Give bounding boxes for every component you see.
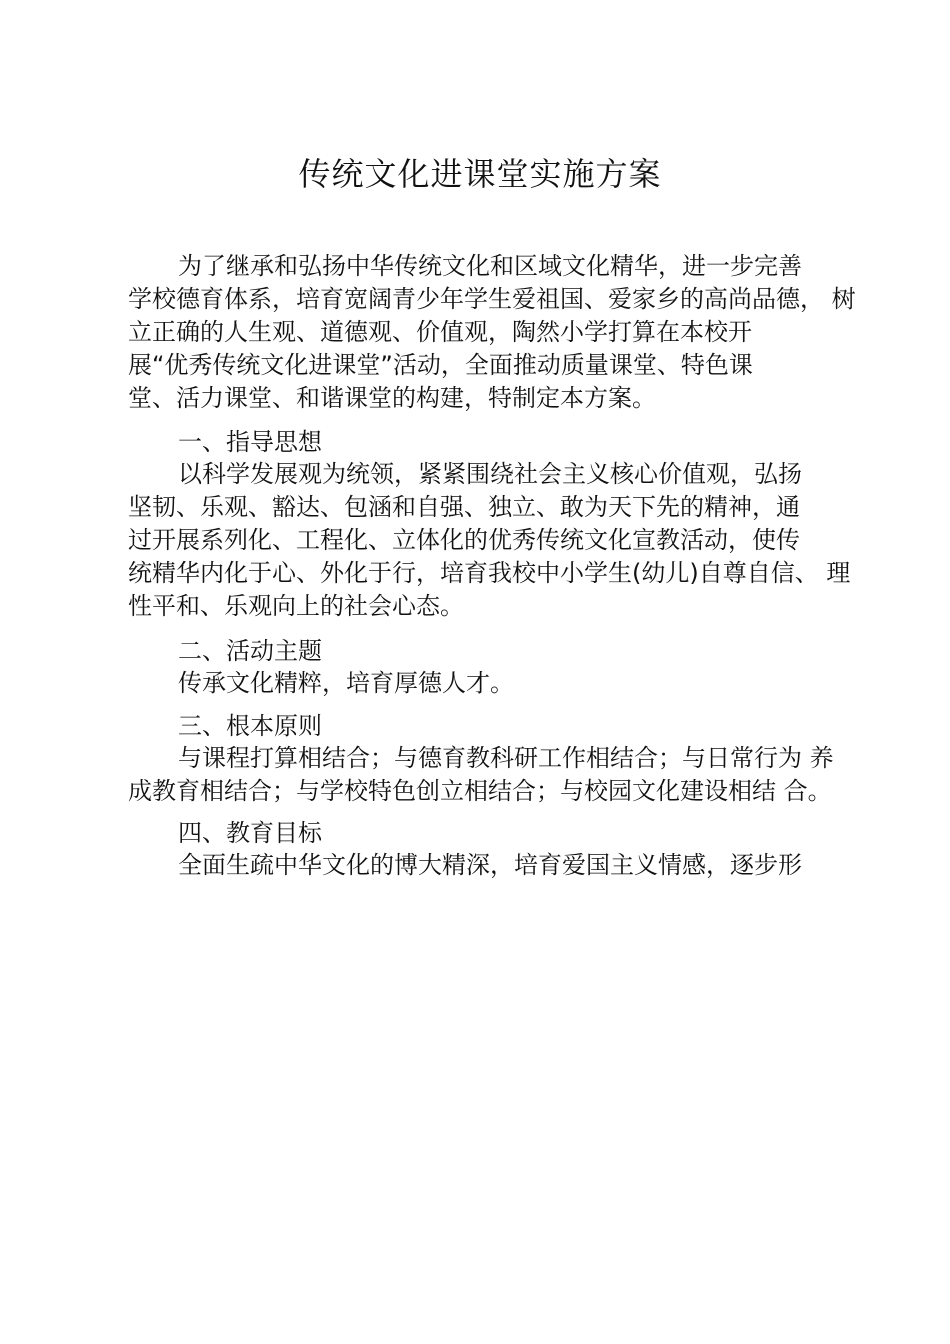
intro-line: 为了继承和弘扬中华传统文化和区域文化精华，进一步完善 bbox=[178, 252, 802, 280]
intro-line: 立正确的人生观、道德观、价值观，陶然小学打算在本校开 bbox=[128, 318, 752, 346]
intro-line: 展“优秀传统文化进课堂”活动，全面推动质量课堂、特色课 bbox=[128, 351, 753, 379]
intro-line: 学校德育体系，培育宽阔青少年学生爱祖国、爱家乡的高尚品德， 树 bbox=[128, 285, 856, 313]
intro-line: 堂、活力课堂、和谐课堂的构建，特制定本方案。 bbox=[128, 384, 656, 412]
section-line: 与课程打算相结合；与德育教科研工作相结合；与日常行为 养 bbox=[178, 744, 834, 772]
section-line: 坚韧、乐观、豁达、包涵和自强、独立、敢为天下先的精神，通 bbox=[128, 493, 800, 521]
section-line: 过开展系列化、工程化、立体化的优秀传统文化宣教活动，使传 bbox=[128, 526, 800, 554]
section-line: 成教育相结合；与学校特色创立相结合；与校园文化建设相结 合。 bbox=[128, 777, 832, 805]
intro-paragraph bbox=[128, 250, 856, 415]
section-line: 性平和、乐观向上的社会心态。 bbox=[128, 592, 464, 620]
document-title: 传统文化进课堂实施方案 bbox=[298, 155, 662, 193]
section-line: 全面生疏中华文化的博大精深，培育爱国主义情感，逐步形 bbox=[178, 851, 802, 879]
section-line: 传承文化精粹，培育厚德人才。 bbox=[178, 669, 514, 697]
section-heading-education-goals: 四、教育目标 bbox=[178, 819, 322, 847]
section-paragraph-guiding-thought bbox=[128, 458, 851, 623]
section-heading-guiding-thought: 一、指导思想 bbox=[178, 428, 322, 456]
section-heading-activity-theme: 二、活动主题 bbox=[178, 637, 322, 665]
section-line: 统精华内化于心、外化于行，培育我校中小学生(幼儿)自尊自信、 理 bbox=[128, 559, 851, 587]
section-paragraph-principles bbox=[128, 742, 846, 808]
section-line: 以科学发展观为统领，紧紧围绕社会主义核心价值观，弘扬 bbox=[178, 460, 802, 488]
section-heading-principles: 三、根本原则 bbox=[178, 712, 322, 740]
